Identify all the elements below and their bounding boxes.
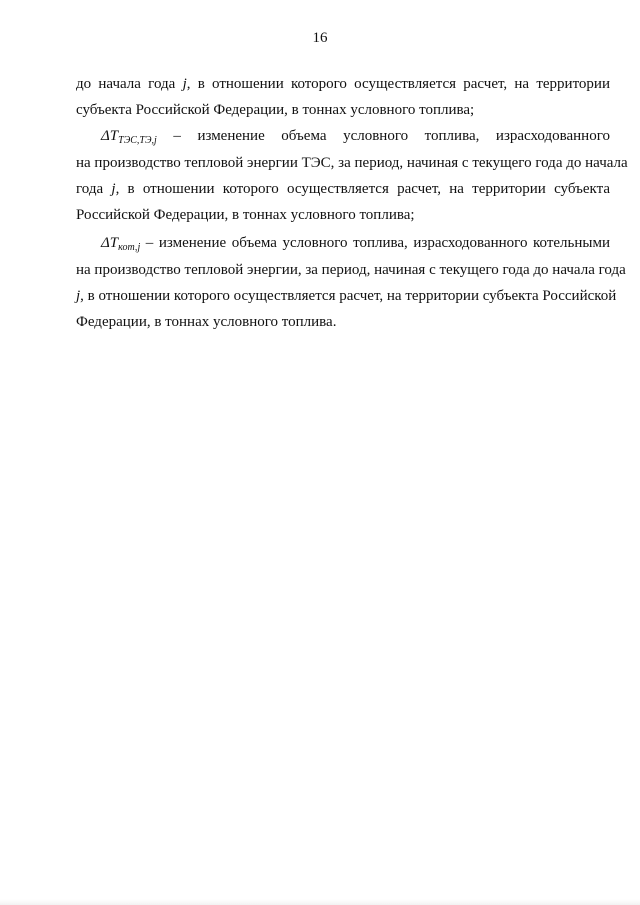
text-fragment: , в отношении которого осуществляется расчет, на территории субъекта Российской [80,288,617,304]
subscript-j: j [154,135,157,146]
para1-line1 [76,75,610,93]
para2-line1 [101,127,610,147]
text-fragment: года [76,181,112,197]
para2-line3 [76,180,610,198]
variable-j: j [111,181,116,197]
para3-line2: на производство тепловой энергии, за период, начиная с текущего года до начала года [76,262,626,278]
variable-j: j [76,288,81,304]
para1-line2: субъекта Российской Федерации, в тоннах условного топлива; [76,102,475,118]
text-fragment: – изменение объема условного топлива, израсходованного [156,128,610,144]
subscript-text: ТЭС,ТЭ, [118,135,155,146]
para3-line3 [76,287,617,305]
para2-line2: на производство тепловой энергии ТЭС, за период, начиная с текущего года до начала [76,155,628,171]
page-bottom-edge [0,899,640,905]
delta-t-symbol: ΔT [101,235,119,251]
text-fragment: до начала года [76,76,183,92]
subscript-text: кот, [118,242,138,253]
variable-j: j [182,76,187,92]
delta-t-symbol: ΔT [101,128,119,144]
formula-subscript [118,135,157,146]
text-fragment: , в отношении которого осуществляется расчет, на территории [186,76,610,92]
formula-subscript [118,242,140,253]
text-fragment: – изменение объема условного топлива, израсходованного котельными [140,235,610,251]
para3-line1 [101,234,610,254]
page-number: 16 [312,30,328,46]
para2-line4: Российской Федерации, в тоннах условного топлива; [76,207,415,223]
text-fragment: , в отношении которого осуществляется расчет, на территории субъекта [115,181,610,197]
subscript-j: j [137,242,141,253]
para3-line4: Федерации, в тоннах условного топлива. [76,314,337,330]
